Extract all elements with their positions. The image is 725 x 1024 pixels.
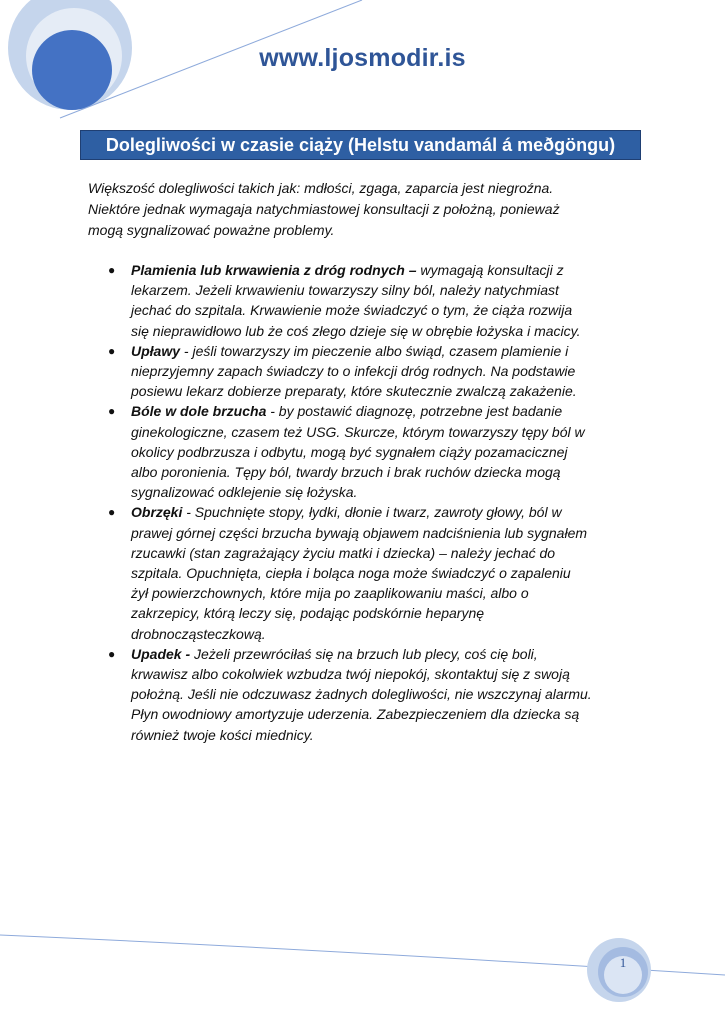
- intro-line: mogą sygnalizować poważne problemy.: [88, 222, 335, 238]
- intro-line: Niektóre jednak wymagaja natychmiastowej konsultacji z położną, ponieważ: [88, 201, 560, 217]
- intro-line: Większość dolegliwości takich jak: mdłości, zgaga, zaparcia jest niegroźna.: [88, 180, 554, 196]
- item-heading: Upadek -: [131, 645, 191, 662]
- bullet-icon: ●: [108, 263, 116, 277]
- bullet-icon: ●: [108, 343, 116, 358]
- list-item: ● Obrzęki - Spuchnięte stopy, łydki, dłonie i twarz, zawroty głowy, ból w prawej górnej części brzucha bywają objawem nadciśnienia lub sygnałem rzucawki (stan zagrażający życiu matki i dziecka) – należy jechać do szpitala. Opuchnięta, ciepła i boląca noga może świadczyć o zapaleniu żył powierzchownych, które mija po zaaplikowaniu maści, albo o zakrzepicy, którą leczy się, podając podskórnie heparynę drobnocząsteczkową.: [108, 504, 588, 642]
- item-heading: Plamienia lub krwawienia z dróg rodnych –: [131, 262, 417, 278]
- item-heading: Upławy: [131, 342, 181, 359]
- page-number: 1: [619, 955, 627, 970]
- page-title: Dolegliwości w czasie ciąży (Helstu vandamál á meðgöngu): [80, 130, 641, 160]
- item-heading: Bóle w dole brzucha: [131, 403, 267, 420]
- bullet-icon: ●: [108, 505, 116, 520]
- list-item: ● Bóle w dole brzucha - by postawić diagnozę, potrzebne jest badanie ginekologiczne, czasem też USG. Skurcze, którym towarzyszy tępy ból w okolicy podbrzusza i odbytu, mogą być sygnałem ciąży pozamacicznej albo poronienia. Tępy ból, twardy brzuch i brak ruchów dziecka mogą sygnalizować odklejenie się łożyska.: [108, 403, 585, 501]
- list-item: ● Upadek - Jeżeli przewróciłaś się na brzuch lub plecy, coś cię boli, krwawisz albo cokolwiek wzbudza twój niepokój, skontaktuj się z swoją położną. Jeśli nie odczuwasz żadnych dolegliwości, nie wszczynaj alarmu. Płyn owodniowy amortyzuje uderzenia. Zabezpieczeniem dla dziecka są również twoje kości miednicy.: [108, 645, 592, 743]
- site-url[interactable]: www.ljosmodir.is: [259, 44, 466, 72]
- list-item: ● Upławy - jeśli towarzyszy im pieczenie albo świąd, czasem plamienie i nieprzyjemny zapach świadczy to o infekcji dróg rodnych. Na podstawie posiewu lekarz dobierze preparaty, które skutecznie zwalczą zakażenie.: [108, 342, 577, 400]
- bullet-icon: ●: [108, 646, 116, 661]
- list-item: ● Plamienia lub krwawienia z dróg rodnych – wymagają konsultacji z lekarzem. Jeżeli krwawieniu towarzyszy silny ból, należy natychmiast jechać do szpitala. Krwawienie może świadczyć o tym, że ciąża rozwija się nieprawidłowo lub że coś złego dzieje się w obrębie łożyska i macicy.: [108, 262, 581, 339]
- item-heading: Obrzęki: [131, 504, 183, 521]
- intro-paragraph: [88, 178, 648, 241]
- bullet-icon: ●: [108, 404, 116, 419]
- symptom-list: [108, 260, 641, 745]
